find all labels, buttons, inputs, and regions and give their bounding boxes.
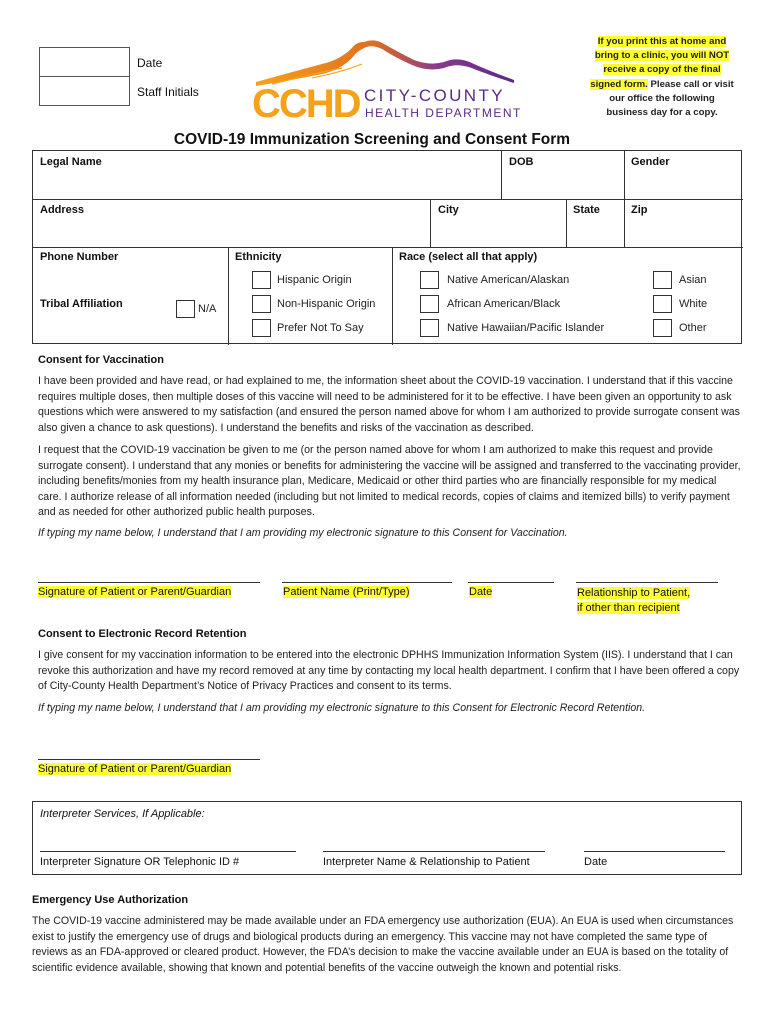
interpreter-box — [32, 801, 742, 875]
race-option: Native American/Alaskan — [447, 274, 570, 286]
gender-label: Gender — [631, 156, 670, 168]
consent-vaccination-para1: I have been provided and have read, or had explained to me, the information sheet about the COVID-19 vaccination. I understand that if this vaccine requires multiple doses, then multiple doses of this vaccine will need to be administered for it to be effective. I have been given an opportunity to ask questions which were answered to my satisfaction (and ensured the person named above for whom I am authorized to provide surrogate consent was also given a chance to ask questions). I understand the benefits and risks of the vaccination as described. — [38, 375, 740, 434]
record-signature-line[interactable] — [38, 759, 260, 760]
asian-checkbox[interactable] — [653, 271, 672, 289]
signature-label: Signature of Patient or Parent/Guardian — [38, 586, 232, 598]
date-label: Date — [469, 586, 493, 598]
date-box[interactable] — [39, 47, 130, 77]
native-american-checkbox[interactable] — [420, 271, 439, 289]
ethnicity-label: Ethnicity — [235, 251, 282, 263]
race-option: Asian — [679, 274, 707, 286]
consent-record-heading: Consent to Electronic Record Retention — [38, 628, 247, 640]
date-line[interactable] — [468, 582, 554, 583]
zip-label: Zip — [631, 204, 648, 216]
relationship-label: Relationship to Patient, if other than recipient — [577, 587, 691, 614]
prefer-not-checkbox[interactable] — [252, 319, 271, 337]
other-checkbox[interactable] — [653, 319, 672, 337]
ethnicity-option: Prefer Not To Say — [277, 322, 364, 334]
ethnicity-option: Hispanic Origin — [277, 274, 352, 286]
cchd-logo — [252, 34, 524, 126]
page-title: COVID-19 Immunization Screening and Consent Form — [173, 131, 571, 148]
logo-health-department: HEALTH DEPARTMENT — [365, 106, 522, 120]
signature-line[interactable] — [38, 582, 260, 583]
state-label: State — [573, 204, 600, 216]
address-label: Address — [40, 204, 85, 216]
vaccination-electronic-note: If typing my name below, I understand that I am providing my electronic signature to this Consent for Vaccination. — [38, 527, 568, 539]
eua-para: The COVID-19 vaccine administered may be made available under an FDA emergency use authorization (EUA). An EUA is used when circumstances exist to justify the emergency use of drugs and biological products during an emergency. This vaccine may not have completed the same type of reviews as an FDA-approved or cleared product. However, the FDA’s decision to make the vaccine available under an EUA is based on the totality of scientific evidence available, showing that known and potential benefits of the vaccine outweigh the known and potential risks. — [32, 915, 734, 974]
date-label: Date — [137, 56, 163, 70]
interpreter-name-line[interactable] — [323, 851, 545, 852]
na-label: N/A — [198, 303, 217, 315]
interpreter-name-label: Interpreter Name & Relationship to Patient — [323, 856, 530, 868]
consent-record-para: I give consent for my vaccination information to be entered into the electronic DPHHS Immunization Information System (IIS). I understand that I can revoke this authorization and have my record removed at any time by contacting my local health department. I confirm that I have been offered a copy of City-County Health Department’s Notice of Privacy Practices and consent to its terms. — [38, 649, 740, 693]
interpreter-heading: Interpreter Services, If Applicable: — [40, 808, 205, 820]
african-american-checkbox[interactable] — [420, 295, 439, 313]
native-hawaiian-checkbox[interactable] — [420, 319, 439, 337]
white-checkbox[interactable] — [653, 295, 672, 313]
interpreter-signature-label: Interpreter Signature OR Telephonic ID # — [40, 856, 240, 868]
interpreter-signature-line[interactable] — [40, 851, 296, 852]
print-notice: If you print this at home and bring to a clinic, you will NOT receive a copy of the final signed form. Please call or visit our office the following business day for a copy. — [590, 36, 734, 119]
interpreter-date-label: Date — [584, 856, 608, 868]
race-option: Other — [679, 322, 707, 334]
record-signature-label: Signature of Patient or Parent/Guardian — [38, 763, 232, 775]
eua-heading: Emergency Use Authorization — [32, 894, 189, 906]
staff-initials-label: Staff Initials — [137, 85, 199, 99]
na-checkbox[interactable] — [176, 300, 195, 318]
record-electronic-note: If typing my name below, I understand that I am providing my electronic signature to this Consent for Electronic Record Retention. — [38, 702, 646, 714]
patient-name-label: Patient Name (Print/Type) — [283, 586, 410, 598]
phone-label: Phone Number — [40, 251, 119, 263]
consent-vaccination-heading: Consent for Vaccination — [38, 354, 164, 366]
consent-vaccination-para2: I request that the COVID-19 vaccination be given to me (or the person named above for whom I am authorized to make this request and provide surrogate consent). I understand that any monies or benefits for administering the vaccine will be assigned and transferred to the vaccinating provider, including benefits/monies from my health insurance plan, Medicare, Medicaid or other third parties who are financially responsible for my medical care. I authorize release of all information needed (including but not limited to medical records, copies of claims and itemized bills) to verify payment and as needed for other authorized public health purposes. — [38, 444, 741, 519]
patient-name-line[interactable] — [282, 582, 452, 583]
staff-initials-box[interactable] — [39, 76, 130, 106]
logo-city-county: CITY-COUNTY — [364, 86, 506, 105]
race-option: African American/Black — [447, 298, 561, 310]
ethnicity-option: Non-Hispanic Origin — [277, 298, 376, 310]
patient-info-table — [32, 150, 742, 344]
race-option: White — [679, 298, 708, 310]
dob-label: DOB — [509, 156, 534, 168]
logo-letters: CCHD — [252, 82, 360, 126]
race-option: Native Hawaiian/Pacific Islander — [447, 322, 605, 334]
legal-name-label: Legal Name — [40, 156, 102, 168]
tribal-label: Tribal Affiliation — [40, 298, 123, 310]
mountain-icon — [252, 34, 524, 89]
non-hispanic-checkbox[interactable] — [252, 295, 271, 313]
relationship-line[interactable] — [576, 582, 718, 583]
hispanic-checkbox[interactable] — [252, 271, 271, 289]
city-label: City — [438, 204, 459, 216]
race-label: Race (select all that apply) — [399, 251, 538, 263]
interpreter-date-line[interactable] — [584, 851, 725, 852]
